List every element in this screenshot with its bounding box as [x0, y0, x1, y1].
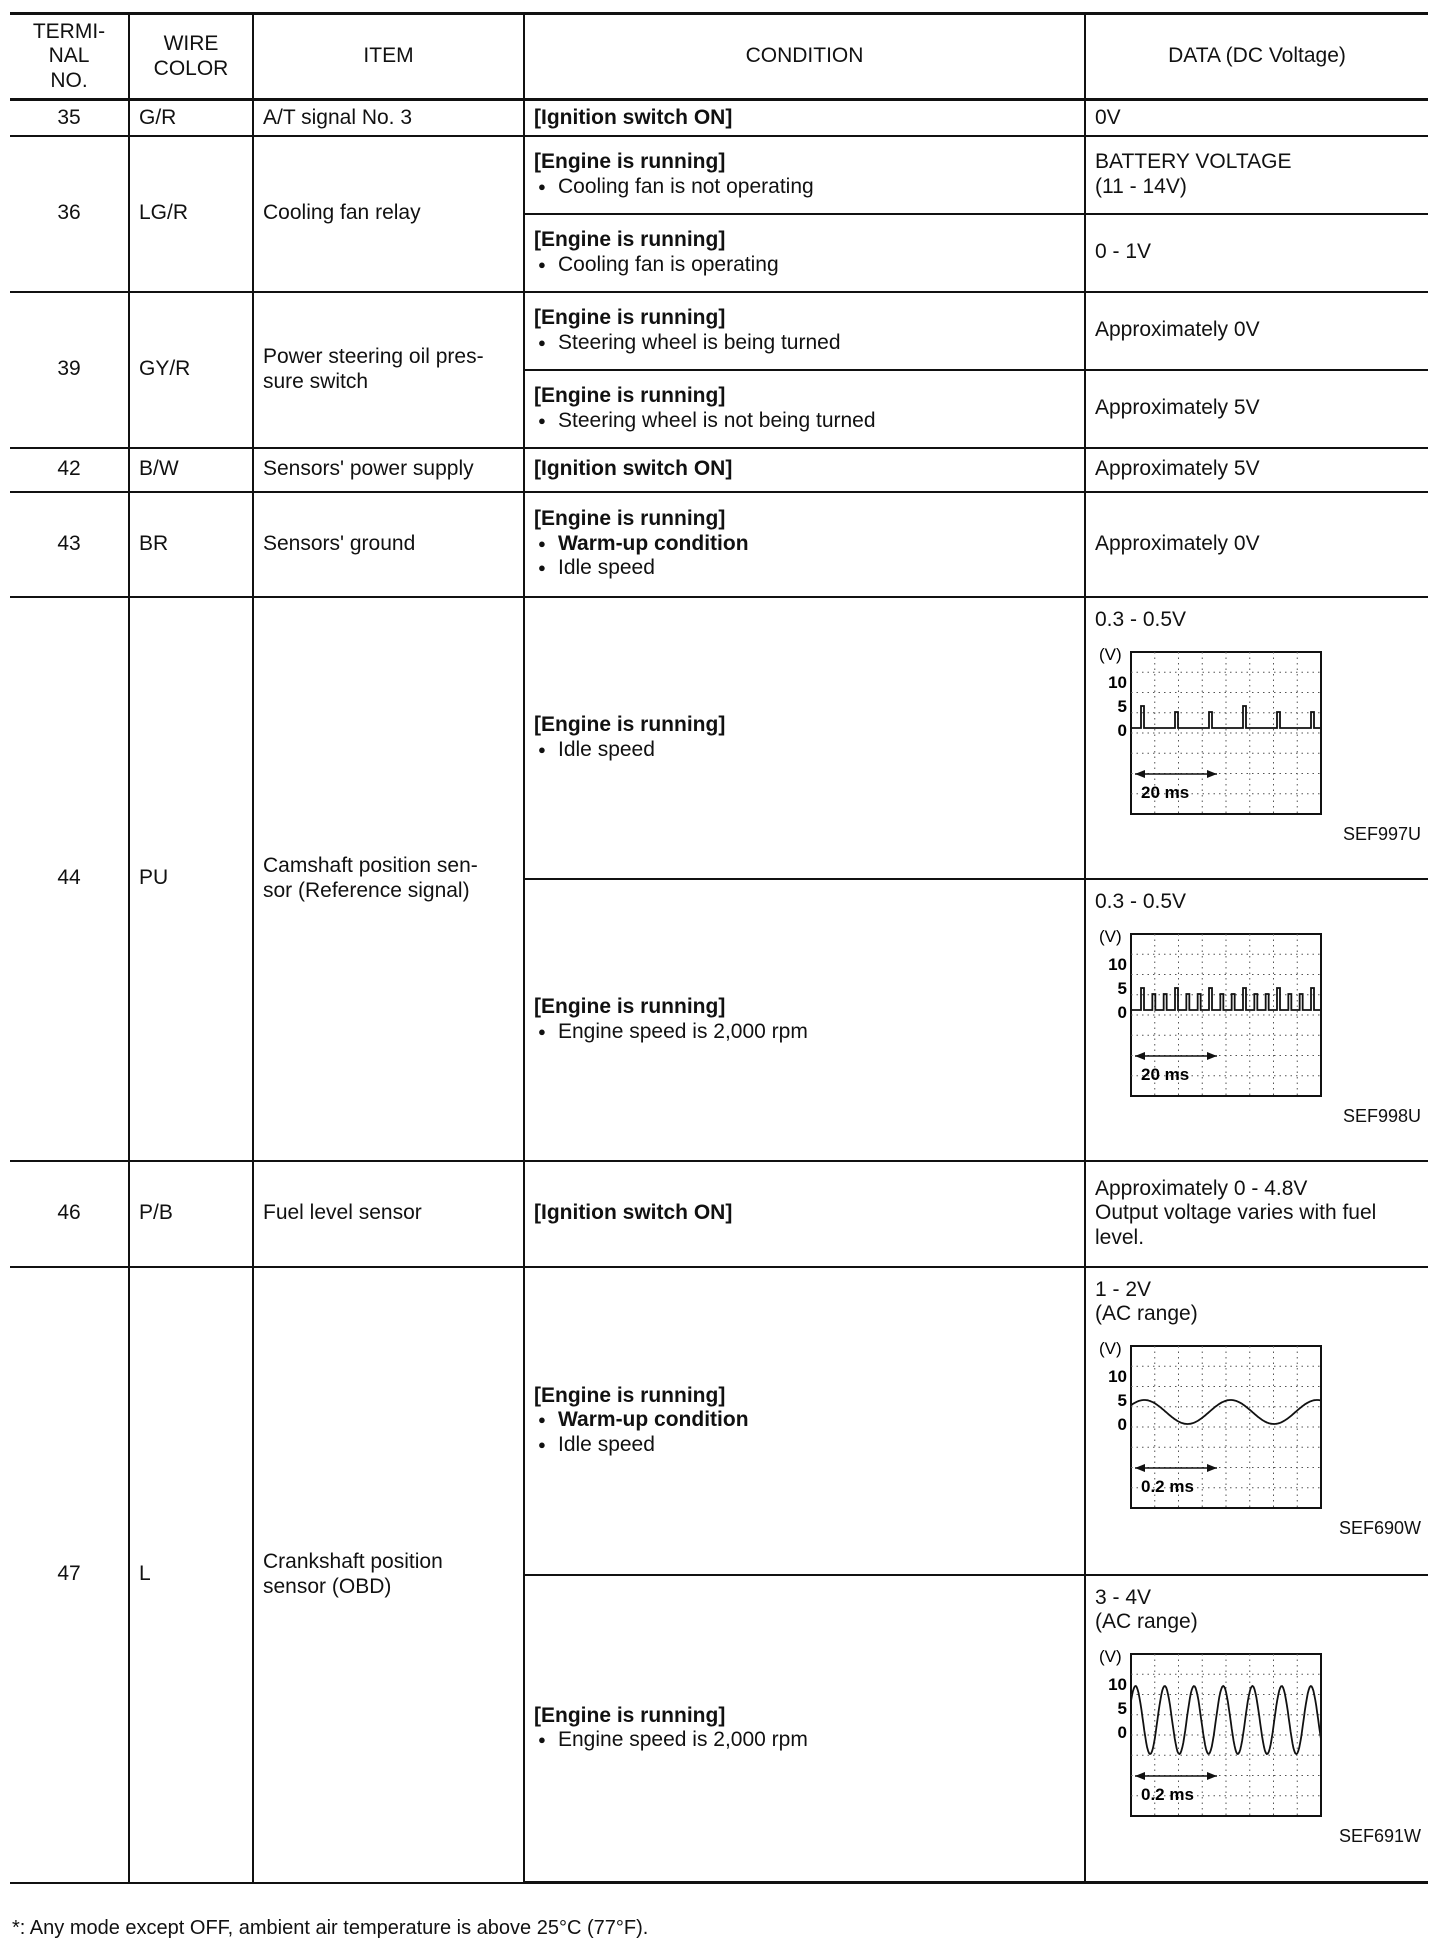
- item-name: [253, 448, 524, 492]
- condition-state: [Engine is running]: [534, 228, 726, 252]
- data-value: Approximately 0V: [1095, 531, 1260, 555]
- data-value: 1 - 2V: [1095, 1277, 1152, 1301]
- data-value: level.: [1095, 1225, 1145, 1249]
- item-name: [253, 100, 524, 136]
- condition-cell: [524, 448, 1085, 492]
- wire-color: P/B: [129, 1161, 253, 1267]
- item-line: Fuel level sensor: [263, 1201, 422, 1225]
- item-line: A/T signal No. 3: [263, 105, 413, 129]
- condition-state: [Engine is running]: [534, 150, 726, 174]
- y-tick-label: 10: [1108, 1367, 1127, 1387]
- y-tick-label: 10: [1108, 672, 1127, 692]
- wire-color: LG/R: [129, 136, 253, 292]
- scope-figure: [1095, 640, 1419, 820]
- y-tick-label: 0: [1117, 720, 1127, 740]
- y-tick-label: 5: [1117, 978, 1127, 998]
- data-value: Approximately 5V: [1095, 396, 1260, 420]
- table-row: [10, 136, 1428, 214]
- y-unit-label: (V): [1099, 1647, 1122, 1667]
- condition-bullet: ● Cooling fan is operating: [534, 253, 1075, 277]
- header-wire-color: WIRE COLOR: [129, 14, 253, 100]
- terminal-number: 35: [10, 100, 129, 136]
- data-value: Approximately 0 - 4.8V: [1095, 1176, 1308, 1200]
- table-row: [10, 100, 1428, 136]
- y-tick-label: 10: [1108, 1675, 1127, 1695]
- condition-cell: [524, 292, 1085, 370]
- header-condition: CONDITION: [524, 14, 1085, 100]
- item-line: Cooling fan relay: [263, 201, 421, 225]
- item-line: Sensors' power supply: [263, 457, 474, 481]
- data-value: 0 - 1V: [1095, 240, 1152, 264]
- data-cell: [1085, 1161, 1428, 1267]
- data-value: (AC range): [1095, 1609, 1198, 1633]
- condition-state: [Engine is running]: [534, 507, 726, 531]
- condition-cell: [524, 597, 1085, 879]
- condition-cell: [524, 100, 1085, 136]
- condition-cell: [524, 492, 1085, 597]
- header-row: [10, 14, 1428, 100]
- item-line: Camshaft position sen-: [263, 854, 478, 878]
- terminal-number: 36: [10, 136, 129, 292]
- condition-cell: [524, 370, 1085, 448]
- condition-bullet: ● Warm-up condition: [534, 532, 1075, 556]
- condition-cell: [524, 1575, 1085, 1883]
- data-value: 3 - 4V: [1095, 1585, 1152, 1609]
- table-row: [10, 492, 1428, 597]
- condition-bullet: ● Warm-up condition: [534, 1408, 1075, 1432]
- y-tick-label: 0: [1117, 1723, 1127, 1743]
- terminal-number: 44: [10, 597, 129, 1161]
- terminal-number: 39: [10, 292, 129, 448]
- oscilloscope-waveform: [1095, 922, 1327, 1102]
- oscilloscope-waveform: [1095, 1642, 1327, 1822]
- figure-id: SEF691W: [1338, 1826, 1421, 1847]
- data-cell: [1085, 292, 1428, 370]
- item-name: [253, 136, 524, 292]
- table-row: [10, 597, 1428, 879]
- scope-figure: [1095, 1334, 1419, 1514]
- oscilloscope-waveform: [1095, 1334, 1327, 1514]
- terminal-reference-table: [10, 12, 1428, 1884]
- wire-color: G/R: [129, 100, 253, 136]
- data-cell: [1085, 879, 1428, 1161]
- condition-bullet: ● Steering wheel is being turned: [534, 331, 1075, 355]
- data-cell: [1085, 597, 1428, 879]
- condition-bullet: ● Idle speed: [534, 1433, 1075, 1457]
- data-cell: [1085, 1267, 1428, 1575]
- y-tick-label: 5: [1117, 696, 1127, 716]
- timebase-label: 0.2 ms: [1141, 1477, 1194, 1497]
- data-value: 0V: [1095, 105, 1121, 129]
- data-value: BATTERY VOLTAGE: [1095, 150, 1292, 174]
- condition-state: [Ignition switch ON]: [534, 1201, 733, 1225]
- item-line: sensor (OBD): [263, 1574, 392, 1598]
- item-line: Power steering oil pres-: [263, 345, 484, 369]
- condition-bullet: ● Cooling fan is not operating: [534, 175, 1075, 199]
- condition-state: [Ignition switch ON]: [534, 105, 733, 129]
- data-value: 0.3 - 0.5V: [1095, 889, 1187, 913]
- terminal-number: 42: [10, 448, 129, 492]
- y-tick-label: 10: [1108, 954, 1127, 974]
- condition-state: [Engine is running]: [534, 306, 726, 330]
- table-row: [10, 292, 1428, 370]
- figure-id: SEF997U: [1342, 823, 1421, 844]
- header-terminal-no: TERMI- NAL NO.: [10, 14, 129, 100]
- wire-color: BR: [129, 492, 253, 597]
- condition-state: [Engine is running]: [534, 1703, 726, 1727]
- condition-state: [Engine is running]: [534, 713, 726, 737]
- scope-figure: [1095, 1642, 1419, 1822]
- figure-id: SEF690W: [1338, 1518, 1421, 1539]
- timebase-label: 20 ms: [1141, 1064, 1190, 1084]
- table-row: [10, 1267, 1428, 1575]
- header-data: DATA (DC Voltage): [1085, 14, 1428, 100]
- table-row: [10, 1161, 1428, 1267]
- item-name: [253, 492, 524, 597]
- condition-bullet: ● Steering wheel is not being turned: [534, 409, 1075, 433]
- data-value: Approximately 0V: [1095, 318, 1260, 342]
- item-line: Crankshaft position: [263, 1550, 443, 1574]
- data-cell: [1085, 100, 1428, 136]
- timebase-label: 20 ms: [1141, 782, 1190, 802]
- item-name: [253, 597, 524, 1161]
- data-value: (AC range): [1095, 1301, 1198, 1325]
- condition-bullet: ● Idle speed: [534, 556, 1075, 580]
- condition-cell: [524, 1161, 1085, 1267]
- item-line: Sensors' ground: [263, 531, 416, 555]
- figure-id: SEF998U: [1342, 1105, 1421, 1126]
- wire-color: GY/R: [129, 292, 253, 448]
- data-value: 0.3 - 0.5V: [1095, 607, 1187, 631]
- y-tick-label: 0: [1117, 1002, 1127, 1022]
- item-name: [253, 292, 524, 448]
- data-cell: [1085, 136, 1428, 214]
- oscilloscope-waveform: [1095, 640, 1327, 820]
- y-tick-label: 5: [1117, 1699, 1127, 1719]
- table-body: [10, 100, 1428, 1883]
- wire-color: PU: [129, 597, 253, 1161]
- y-unit-label: (V): [1099, 644, 1122, 664]
- terminal-number: 43: [10, 492, 129, 597]
- condition-state: [Engine is running]: [534, 1383, 726, 1407]
- terminal-number: 46: [10, 1161, 129, 1267]
- item-line: sor (Reference signal): [263, 878, 470, 902]
- condition-bullet: ● Engine speed is 2,000 rpm: [534, 1728, 1075, 1752]
- timebase-label: 0.2 ms: [1141, 1785, 1194, 1805]
- ecm-terminal-table: [10, 12, 1428, 1884]
- footnote: *: Any mode except OFF, ambient air temperature is above 25°C (77°F).: [12, 1917, 649, 1939]
- data-cell: [1085, 492, 1428, 597]
- y-unit-label: (V): [1099, 1339, 1122, 1359]
- data-cell: [1085, 370, 1428, 448]
- data-value: Output voltage varies with fuel: [1095, 1201, 1377, 1225]
- table-row: [10, 448, 1428, 492]
- y-tick-label: 0: [1117, 1415, 1127, 1435]
- condition-cell: [524, 879, 1085, 1161]
- data-cell: [1085, 214, 1428, 292]
- condition-bullet: ● Engine speed is 2,000 rpm: [534, 1020, 1075, 1044]
- data-value: (11 - 14V): [1095, 174, 1187, 198]
- condition-cell: [524, 214, 1085, 292]
- scope-figure: [1095, 922, 1419, 1102]
- wire-color: L: [129, 1267, 253, 1883]
- condition-bullet: ● Idle speed: [534, 738, 1075, 762]
- item-line: sure switch: [263, 369, 369, 393]
- condition-cell: [524, 136, 1085, 214]
- y-unit-label: (V): [1099, 926, 1122, 946]
- wire-color: B/W: [129, 448, 253, 492]
- item-name: [253, 1161, 524, 1267]
- condition-state: [Ignition switch ON]: [534, 457, 733, 481]
- terminal-number: 47: [10, 1267, 129, 1883]
- condition-cell: [524, 1267, 1085, 1575]
- condition-state: [Engine is running]: [534, 384, 726, 408]
- header-item: ITEM: [253, 14, 524, 100]
- data-cell: [1085, 1575, 1428, 1883]
- condition-state: [Engine is running]: [534, 995, 726, 1019]
- data-cell: [1085, 448, 1428, 492]
- data-value: Approximately 5V: [1095, 457, 1260, 481]
- y-tick-label: 5: [1117, 1391, 1127, 1411]
- item-name: [253, 1267, 524, 1883]
